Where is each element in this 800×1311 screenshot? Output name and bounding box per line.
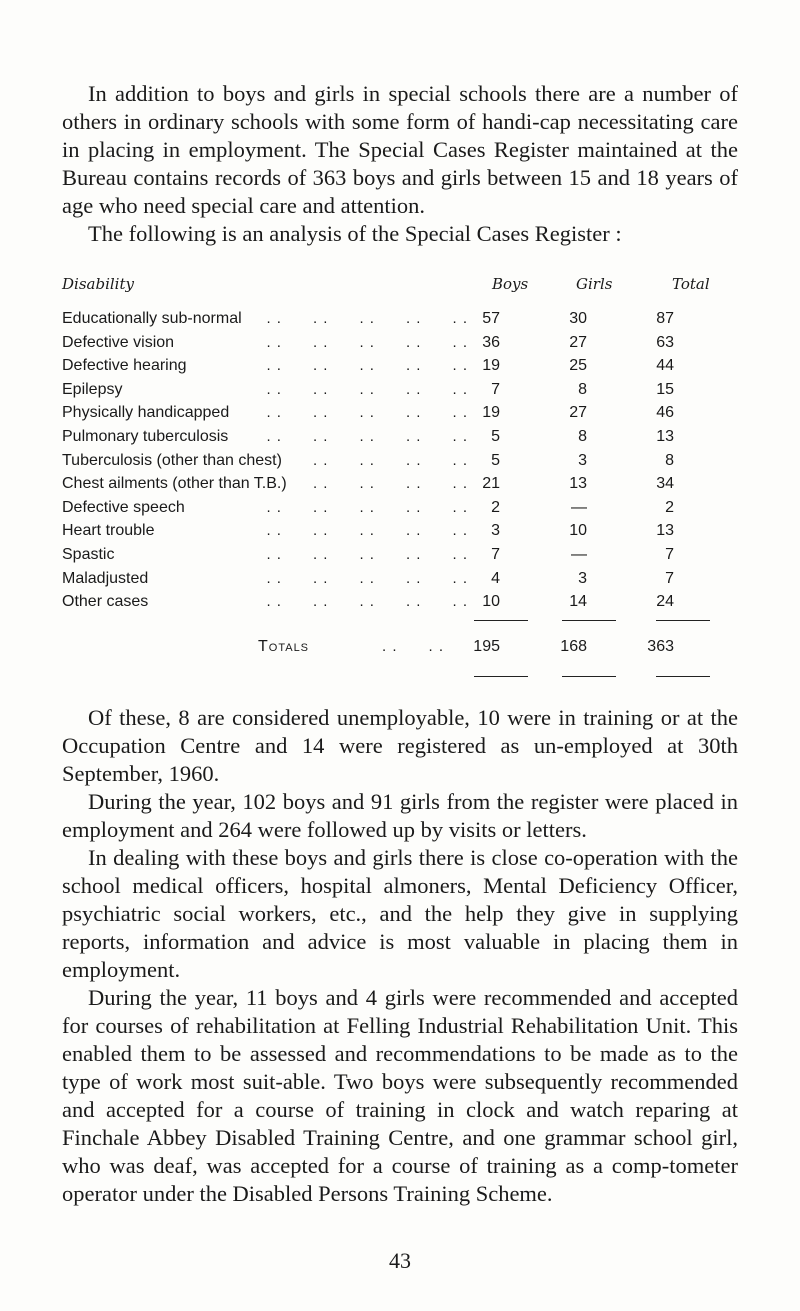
row-girls: — [571,498,587,516]
row-leader: . . . . . . . . . . [266,522,468,540]
row-total: 15 [656,380,674,398]
header-disability: Disability [62,275,134,293]
totals-boys: 195 [473,638,500,655]
row-girls: — [571,546,587,563]
row-boys: 21 [482,475,500,493]
header-girls: Girls [576,275,613,293]
row-total: 34 [656,475,674,493]
totals-label: Totals [258,638,310,655]
table-row [62,544,738,568]
row-girls: 8 [578,428,587,445]
row-boys: 36 [482,333,500,351]
row-total: 13 [656,522,674,540]
row-leader: . . . . . . . . . . [266,357,468,375]
row-total: 2 [665,498,674,516]
totals-total: 363 [647,638,674,655]
row-boys: 5 [491,451,500,469]
row-boys: 3 [491,522,500,540]
row-girls: 27 [569,333,587,351]
row-total: 8 [665,451,674,469]
row-girls: 14 [569,593,587,611]
table-row [62,450,738,474]
table-row [62,426,738,450]
after-paragraph-2: During the year, 102 boys and 91 girls from the register were placed in employment and 264 were followed up by visits or letters. [62,789,738,842]
header-boys: Boys [492,275,529,293]
row-girls: 25 [569,357,587,375]
row-total: 7 [665,546,674,563]
row-label: Tuberculosis (other than chest) [62,451,282,469]
row-boys: 19 [482,404,500,422]
after-paragraph-3: In dealing with these boys and girls there is close co-operation with the school medical officers, hospital almoners, Mental Deficiency Officer, psychiatric social workers, etc., and the help they give in supplying reports, information and advice is most valuable in placing them in employment. [62,845,738,982]
intro-paragraph-2: The following is an analysis of the Special Cases Register : [88,221,622,246]
row-girls: 30 [569,310,587,327]
row-girls: 3 [578,569,587,587]
intro-paragraph-1: In addition to boys and girls in special schools there are a number of others in ordinary schools with some form of handi-cap necessitating care in placing in employment. The Special Cases Register maintained at the Bureau contains records of 363 boys and girls between 15 and 18 years of age who need special care and attention. [62,81,738,218]
rule-total-top [656,620,710,621]
row-label: Defective vision [62,333,175,351]
row-total: 7 [665,569,674,587]
header-total: Total [672,275,710,293]
row-label: Defective speech [62,498,185,516]
row-label: Maladjusted [62,569,149,587]
row-leader: . . . . . . . . . . [266,380,468,398]
rule-boys-bottom [474,676,528,677]
row-boys: 5 [491,428,500,445]
row-label: Educationally sub-normal [62,310,242,327]
after-paragraph-1: Of these, 8 are considered unemployable, 10 were in training or at the Occupation Centre and 14 were registered as un-employed at 30th September, 1960. [62,705,738,786]
row-boys: 7 [491,546,500,563]
row-total: 63 [656,333,674,351]
row-leader: . . . . . . . . . . [266,569,468,587]
row-label: Epilepsy [62,380,123,398]
page-number: 43 [389,1248,411,1273]
row-label: Chest ailments (other than T.B.) [62,475,287,493]
table-row [62,355,738,379]
table-row [62,379,738,403]
row-girls: 10 [569,522,587,540]
page-body [62,80,738,1208]
table-row [62,332,738,356]
row-girls: 8 [578,380,587,398]
row-boys: 4 [491,569,500,587]
table-row [62,308,738,332]
row-leader: . . . . . . . . [312,475,468,493]
row-total: 13 [656,428,674,445]
totals-row [62,636,738,660]
row-label: Spastic [62,546,115,563]
rule-boys-top [474,620,528,621]
row-leader: . . . . . . . . . . [266,428,468,445]
row-label: Pulmonary tuberculosis [62,428,229,445]
row-leader: . . . . . . . . . . [266,498,468,516]
after-paragraph-4: During the year, 11 boys and 4 girls were recommended and accepted for courses of rehabilitation at Felling Industrial Rehabilitation Unit. This enabled them to be assessed and recommendations to be made as to the type of work most suit-able. Two boys were subsequently recommended and accepted for a course of training in clock and watch reparing at Finchale Abbey Disabled Training Centre, and one grammar school girl, who was deaf, was accepted for a course of training as a comp-tometer operator under the Disabled Persons Training Scheme. [62,985,738,1206]
table-row [62,497,738,521]
row-boys: 10 [482,593,500,611]
row-label: Other cases [62,593,149,611]
row-label: Heart trouble [62,522,155,540]
row-boys: 2 [491,498,500,516]
table-row [62,402,738,426]
row-leader: . . . . . . . . . . [266,593,468,611]
table-row [62,473,738,497]
row-leader: . . . . . . . . . . [266,333,468,351]
row-girls: 3 [578,451,587,469]
totals-leader: . . . . [382,638,445,655]
row-boys: 7 [491,380,500,398]
row-total: 87 [656,310,674,327]
row-leader: . . . . . . . . [312,451,468,469]
row-total: 44 [656,357,674,375]
table-row [62,591,738,615]
row-boys: 57 [482,310,500,327]
table-row [62,520,738,544]
row-leader: . . . . . . . . . . [266,310,468,327]
row-leader: . . . . . . . . . . [266,546,468,563]
row-boys: 19 [482,357,500,375]
row-girls: 27 [569,404,587,422]
row-label: Physically handicapped [62,404,230,422]
rule-girls-top [562,620,616,621]
rule-girls-bottom [562,676,616,677]
table-row [62,568,738,592]
totals-girls: 168 [560,638,587,655]
row-total: 24 [656,593,674,611]
row-total: 46 [656,404,674,422]
rule-total-bottom [656,676,710,677]
row-girls: 13 [569,475,587,493]
special-cases-table [62,274,738,694]
row-leader: . . . . . . . . . . [266,404,468,422]
row-label: Defective hearing [62,357,187,375]
